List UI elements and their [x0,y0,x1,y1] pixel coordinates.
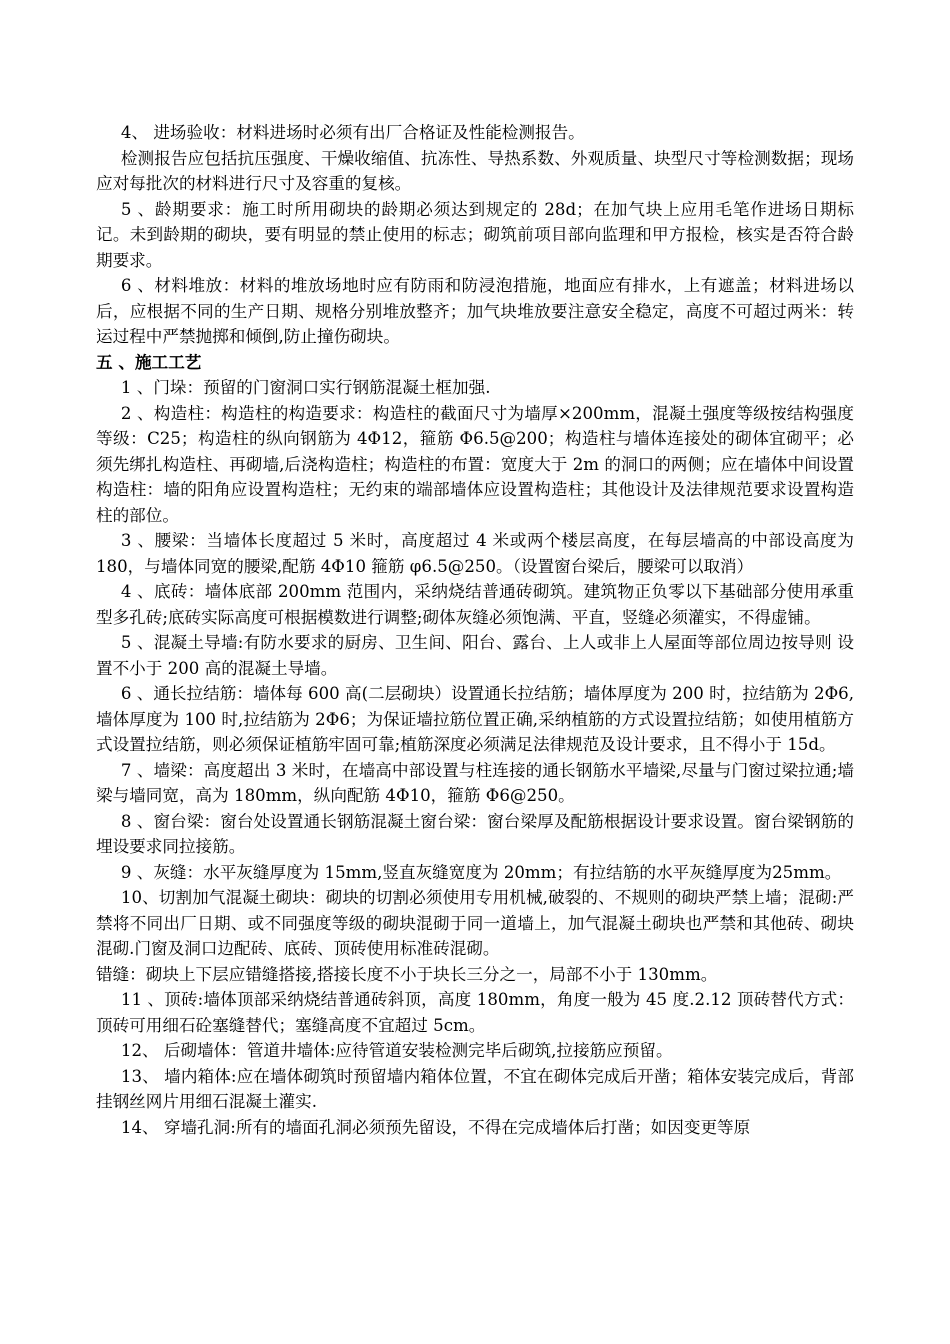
paragraph-mortar-joint: 9 、灰缝：水平灰缝厚度为 15mm,竖直灰缝宽度为 20mm；有拉结筋的水平灰缝厚度为25mm。 [120,862,842,882]
paragraph-tie-bars: 6 、通长拉结筋：墙体每 600 高(二层砌块）设置通长拉结筋；墙体厚度为 200 时，拉结筋为 2Φ6,墙体厚度为 100 时,拉结筋为 2Φ6；为保证墙拉筋位置正确,采纳植筋的方式设置拉结筋；如使用植筋方式设置拉结筋，则必须保证植筋牢固可靠;植筋深度必须满足法律规范及设计要求，且不得小于 15d。 [96,684,854,754]
paragraph-wall-beam: 7 、墙梁：高度超出 3 米时，在墙高中部设置与柱连接的通长钢筋水平墙梁,尽量与门窗过梁拉通;墙梁与墙同宽，高为 180mm，纵向配筋 4Φ10，箍筋 Φ6@250。 [96,760,854,805]
paragraph-structural-column: 2 、构造柱：构造柱的构造要求：构造柱的截面尺寸为墙厚×200mm，混凝土强度等级按结构强度等级：C25；构造柱的纵向钢筋为 4Φ12，箍筋 Φ6.5@200；构造柱与墙体连接处的砌体宜砌平；必须先绑扎构造柱、再砌墙,后浇构造柱；构造柱的布置：宽度大于 2m 的洞口的两侧；应在墙体中间设置构造柱：墙的阳角应设置构造柱；无约束的端部墙体应设置构造柱；其他设计及法律规范要求设置构造柱的部位。 [96,403,854,525]
paragraph-staggered-joint: 错缝：砌块上下层应错缝搭接,搭接长度不小于块长三分之一，局部不小于 130mm。 [96,964,718,984]
paragraph-top-brick: 11 、顶砖:墙体顶部采纳烧结普通砖斜顶，高度 180mm，角度一般为 45 度.2.12 顶砖替代方式：顶砖可用细石砼塞缝替代；塞缝高度不宜超过 5cm。 [96,990,854,1035]
paragraph-age-requirement: 5 、龄期要求：施工时所用砌块的龄期必须达到规定的 28d；在加气块上应用毛笔作进场日期标记。未到龄期的砌块，要有明显的禁止使用的标志；砌筑前项目部向监理和甲方报检，核实是否符合龄期要求。 [96,199,854,270]
paragraph-wall-box: 13、 墙内箱体:应在墙体砌筑时预留墙内箱体位置，不宜在砌体完成后开凿；箱体安装完成后，背部挂钢丝网片用细石混凝土灌实. [96,1066,854,1111]
paragraph-test-report: 检测报告应包括抗压强度、干燥收缩值、抗冻性、导热系数、外观质量、块型尺寸等检测数据；现场应对每批次的材料进行尺寸及容重的复核。 [96,148,854,193]
paragraph-cutting-blocks: 10、切割加气混凝土砌块：砌块的切割必须使用专用机械,破裂的、不规则的砌块严禁上墙；混砌:严禁将不同出厂日期、或不同强度等级的砌块混砌于同一道墙上，加气混凝土砌块也严禁和其他砖、砌块混砌.门窗及洞口边配砖、底砖、顶砖使用标准砖混砌。 [96,888,854,958]
paragraph-material-stacking: 6 、材料堆放：材料的堆放场地时应有防雨和防浸泡措施，地面应有排水，上有遮盖；材料进场以后，应根据不同的生产日期、规格分别堆放整齐；加气块堆放要注意安全稳定，高度不可超过两米：转运过程中严禁抛掷和倾倒,防止撞伤砌块。 [96,276,854,346]
paragraph-bottom-brick: 4 、底砖：墙体底部 200mm 范围内，采纳烧结普通砖砌筑。建筑物正负零以下基础部分使用承重型多孔砖;底砖实际高度可根据模数进行调整;砌体灰缝必须饱满、平直，竖缝必须灌实，不得虚铺。 [96,582,854,627]
paragraph-wall-holes: 14、 穿墙孔洞:所有的墙面孔洞必须预先留设，不得在完成墙体后打凿；如因变更等原 [120,1117,751,1137]
paragraph-concrete-guide-wall: 5 、混凝土导墙:有防水要求的厨房、卫生间、阳台、露台、上人或非上人屋面等部位周边按导则 设置不小于 200 高的混凝土导墙。 [96,633,854,678]
paragraph-material-acceptance: 4、 进场验收：材料进场时必须有出厂合格证及性能检测报告。 [120,123,585,142]
paragraph-door-pier: 1 、门垛：预留的门窗洞口实行钢筋混凝土框加强. [120,378,491,397]
section-heading-construction-process: 五 、施工工艺 [96,352,202,372]
paragraph-sill-beam: 8 、窗台梁：窗台处设置通长钢筋混凝土窗台梁：窗台梁厚及配筋根据设计要求设置。窗台梁钢筋的埋设要求同拉接筋。 [96,811,854,856]
paragraph-waist-beam: 3 、腰梁：当墙体长度超过 5 米时，高度超过 4 米或两个楼层高度，在每层墙高的中部设高度为 180，与墙体同宽的腰梁,配筋 4Φ10 箍筋 φ6.5@250。（设置窗台梁后，腰梁可以取消） [96,531,854,576]
document-page [96,120,854,1140]
paragraph-later-wall: 12、 后砌墙体：管道井墙体:应待管道安装检测完毕后砌筑,拉接筋应预留。 [120,1041,673,1060]
